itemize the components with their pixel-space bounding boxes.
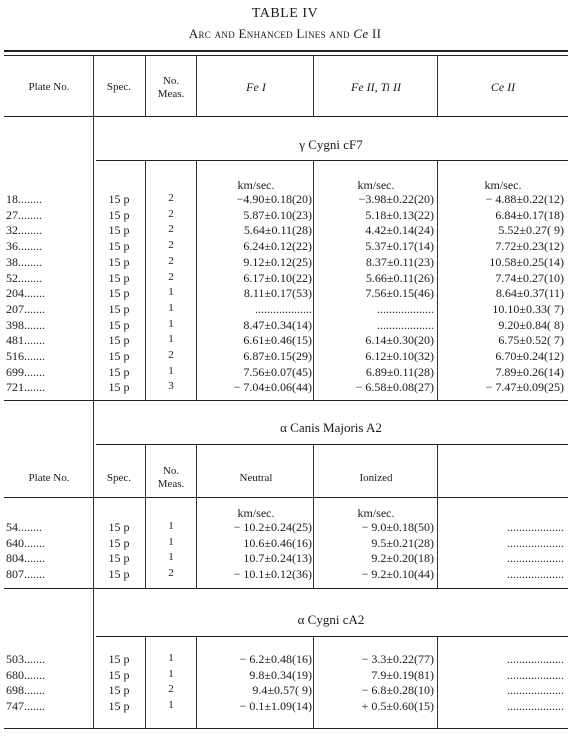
header2-col-neutral: Neutral	[239, 472, 273, 484]
header-meas-1: No.	[162, 75, 180, 87]
velocity-col1-cell: 6.61±0.46(15)	[243, 333, 312, 348]
spec-cell: 15 p	[108, 698, 130, 713]
section1-bottom-rule	[4, 400, 568, 401]
section-alpha-canis-title: α Canis Majoris A2	[280, 420, 382, 435]
velocity-col1-cell: − 0.1±1.09(14)	[239, 698, 312, 713]
velocity-col3-cell: 8.64±0.37(11)	[495, 286, 564, 301]
velocity-col2-cell: 7.56±0.15(46)	[365, 286, 434, 301]
velocity-col3-cell: ...................	[507, 520, 564, 534]
top-rule-thin	[4, 55, 568, 56]
header2-col-ionized: Ionized	[359, 472, 393, 484]
velocity-col2-cell: 5.66±0.11(26)	[365, 270, 434, 285]
spec-cell: 15 p	[108, 566, 130, 581]
velocity-col1-cell: 7.56±0.07(45)	[243, 364, 312, 379]
vline-col1-col2-s3	[313, 637, 314, 728]
plate-number-cell: 807.......	[6, 566, 45, 581]
velocity-col3-cell: ...................	[507, 698, 564, 713]
header-spec: Spec.	[106, 81, 132, 93]
meas-count-cell: 1	[168, 286, 174, 299]
plate-number-cell: 54........	[6, 520, 42, 534]
velocity-col3-cell: 5.52±0.27( 9)	[498, 223, 564, 238]
vline-meas-col1-top	[196, 56, 197, 117]
velocity-col3-cell: − 7.47±0.09(25)	[485, 380, 564, 395]
spec-cell: 15 p	[108, 254, 130, 269]
plate-number-cell: 680.......	[6, 667, 45, 682]
meas-count-cell: 3	[168, 380, 174, 393]
header2-spec: Spec.	[106, 472, 132, 484]
section-alpha-cygni-title: α Cygni cA2	[297, 612, 365, 627]
plate-number-cell: 27........	[6, 207, 42, 222]
vline-meas-col1-s3	[196, 637, 197, 728]
header-col-fe1: Fe I	[246, 80, 266, 94]
plate-number-cell: 32........	[6, 223, 42, 238]
meas-count-cell: 2	[168, 566, 174, 579]
spec-cell: 15 p	[108, 301, 130, 316]
velocity-col2-cell: −3.98±0.22(20)	[358, 192, 434, 206]
spec-cell: 15 p	[108, 652, 130, 666]
meas-count-cell: 2	[168, 223, 174, 236]
velocity-col2-cell: − 6.58±0.08(27)	[355, 380, 434, 395]
velocity-col2-cell: 6.89±0.11(28)	[365, 364, 434, 379]
velocity-col2-cell: ...................	[377, 301, 434, 316]
unit2-col1: km/sec.	[237, 506, 275, 520]
meas-count-cell: 1	[168, 652, 174, 664]
vline-col2-col3-s3	[437, 637, 438, 728]
plate-number-cell: 18........	[6, 192, 42, 206]
velocity-col2-cell: 9.5±0.21(28)	[371, 535, 434, 550]
top-rule-thick	[4, 50, 568, 52]
spec-cell: 15 p	[108, 520, 130, 534]
header-col-ce2: Ce II	[490, 80, 516, 94]
velocity-col2-cell: − 9.0±0.18(50)	[361, 520, 434, 534]
meas-count-cell: 1	[168, 520, 174, 532]
spec-cell: 15 p	[108, 317, 130, 332]
velocity-col1-cell: 10.7±0.24(13)	[243, 551, 312, 565]
meas-count-cell: 1	[168, 333, 174, 346]
velocity-col3-cell: 6.75±0.52( 7)	[498, 333, 564, 348]
bottom-rule	[4, 728, 568, 729]
meas-count-cell: 1	[168, 698, 174, 711]
spec-cell: 15 p	[108, 223, 130, 238]
spec-cell: 15 p	[108, 207, 130, 222]
spec-cell: 15 p	[108, 667, 130, 682]
velocity-col2-cell: 6.12±0.10(32)	[365, 349, 434, 363]
spec-cell: 15 p	[108, 364, 130, 379]
section2-title-rule	[96, 444, 568, 445]
velocity-col1-cell: 10.6±0.46(16)	[243, 535, 312, 550]
section-gamma-cygni-title: γ Cygni cF7	[299, 137, 363, 152]
velocity-col3-cell: 7.89±0.26(14)	[495, 364, 564, 379]
velocity-col1-cell: 9.12±0.12(25)	[243, 254, 312, 269]
unit2-col2: km/sec.	[357, 506, 395, 520]
velocity-col2-cell: 6.14±0.30(20)	[365, 333, 434, 348]
spec-cell: 15 p	[108, 333, 130, 348]
header1-bottom-rule	[4, 116, 568, 117]
velocity-col2-cell: ...................	[377, 317, 434, 332]
meas-count-cell: 2	[168, 349, 174, 361]
velocity-col1-cell: 8.47±0.34(14)	[243, 317, 312, 332]
velocity-col3-cell: 6.70±0.24(12)	[495, 349, 564, 363]
meas-count-cell: 2	[168, 239, 174, 252]
spec-cell: 15 p	[108, 270, 130, 285]
velocity-col3-cell: 10.58±0.25(14)	[489, 254, 564, 269]
velocity-col1-cell: 5.64±0.11(28)	[243, 223, 312, 238]
velocity-col3-cell: ...................	[507, 535, 564, 550]
velocity-col1-cell: − 6.2±0.48(16)	[239, 652, 312, 666]
vline-col1-col2-s1	[313, 161, 314, 401]
section2-bottom-rule	[4, 588, 568, 589]
header2-plate: Plate No.	[28, 472, 70, 484]
spec-cell: 15 p	[108, 551, 130, 565]
meas-count-cell: 2	[168, 683, 174, 695]
plate-number-cell: 640.......	[6, 535, 45, 550]
spec-cell: 15 p	[108, 239, 130, 254]
vline-col1-col2-top	[313, 56, 314, 117]
velocity-col3-cell: ...................	[507, 667, 564, 682]
velocity-col1-cell: 6.17±0.10(22)	[243, 270, 312, 285]
velocity-col3-cell: 7.74±0.27(10)	[495, 270, 564, 285]
spec-cell: 15 p	[108, 349, 130, 363]
plate-number-cell: 398.......	[6, 317, 45, 332]
velocity-col1-cell: ...................	[255, 301, 312, 316]
plate-number-cell: 481.......	[6, 333, 45, 348]
velocity-col3-cell: 6.84±0.17(18)	[495, 207, 564, 222]
velocity-col2-cell: − 3.3±0.22(77)	[361, 652, 434, 666]
vline-col1-col2-s2	[313, 445, 314, 589]
velocity-col3-cell: ...................	[507, 551, 564, 565]
velocity-col2-cell: + 0.5±0.60(15)	[361, 698, 434, 713]
plate-number-cell: 699.......	[6, 364, 45, 379]
meas-count-cell: 2	[168, 207, 174, 220]
spec-cell: 15 p	[108, 535, 130, 550]
vline-spec-meas-s3	[145, 637, 146, 728]
velocity-col1-cell: 6.87±0.15(29)	[243, 349, 312, 363]
header-plate: Plate No.	[28, 81, 70, 93]
meas-count-cell: 1	[168, 364, 174, 377]
velocity-col1-cell: 8.11±0.17(53)	[243, 286, 312, 301]
velocity-col2-cell: 9.2±0.20(18)	[371, 551, 434, 565]
plate-number-cell: 38........	[6, 254, 42, 269]
plate-number-cell: 207.......	[6, 301, 45, 316]
velocity-col3-cell: 9.20±0.84( 8)	[498, 317, 564, 332]
velocity-col1-cell: − 10.2±0.24(25)	[233, 520, 312, 534]
subtitle-prefix: Arc and Enhanced Lines and	[188, 26, 354, 41]
header-meas-2: Meas.	[157, 88, 185, 100]
meas-count-cell: 1	[168, 667, 174, 680]
vline-spec-meas-top	[145, 56, 146, 117]
spec-cell: 15 p	[108, 380, 130, 395]
table-subtitle	[0, 26, 570, 42]
velocity-col1-cell: 5.87±0.10(23)	[243, 207, 312, 222]
vline-spec-meas-s2	[145, 445, 146, 589]
meas-count-cell: 1	[168, 551, 174, 563]
velocity-col3-cell: ...................	[507, 683, 564, 697]
velocity-col1-cell: −4.90±0.18(20)	[236, 192, 312, 206]
subtitle-suffix: II	[368, 26, 382, 41]
velocity-col3-cell: ...................	[507, 652, 564, 666]
velocity-col2-cell: 4.42±0.14(24)	[365, 223, 434, 238]
velocity-col2-cell: − 6.8±0.28(10)	[361, 683, 434, 697]
velocity-col2-cell: 5.18±0.13(22)	[365, 207, 434, 222]
plate-number-cell: 36........	[6, 239, 42, 254]
header-col-fe2-ti2: Fe II, Ti II	[351, 80, 401, 94]
meas-count-cell: 1	[168, 317, 174, 330]
plate-number-cell: 204.......	[6, 286, 45, 301]
unit-col2: km/sec.	[357, 178, 395, 192]
meas-count-cell: 1	[168, 301, 174, 314]
velocity-col3-cell: 7.72±0.23(12)	[495, 239, 564, 254]
velocity-col1-cell: 9.4±0.57( 9)	[252, 683, 312, 697]
plate-number-cell: 804.......	[6, 551, 45, 565]
velocity-col1-cell: − 7.04±0.06(44)	[233, 380, 312, 395]
plate-number-cell: 721.......	[6, 380, 45, 395]
velocity-col2-cell: 8.37±0.11(23)	[365, 254, 434, 269]
velocity-col2-cell: − 9.2±0.10(44)	[361, 566, 434, 581]
unit-col1: km/sec.	[237, 178, 275, 192]
plate-number-cell: 503.......	[6, 652, 45, 666]
header2-bottom-rule	[4, 497, 568, 498]
vline-spec-meas-s1	[145, 161, 146, 401]
plate-number-cell: 52........	[6, 270, 42, 285]
meas-count-cell: 1	[168, 535, 174, 548]
velocity-col1-cell: 9.8±0.34(19)	[249, 667, 312, 682]
meas-count-cell: 2	[168, 192, 174, 204]
section1-title-rule	[96, 160, 568, 161]
vline-meas-col1-s1	[196, 161, 197, 401]
unit-col3: km/sec.	[484, 178, 522, 192]
subtitle-em: Ce	[353, 26, 369, 41]
meas-count-cell: 2	[168, 254, 174, 267]
vline-col2-col3-s2	[437, 445, 438, 589]
header2-meas-2: Meas.	[157, 478, 185, 490]
velocity-col3-cell: 10.10±0.33( 7)	[492, 301, 564, 316]
velocity-col1-cell: 6.24±0.12(22)	[243, 239, 312, 254]
velocity-col2-cell: 5.37±0.17(14)	[365, 239, 434, 254]
table-title: TABLE IV	[251, 6, 319, 21]
header2-meas-1: No.	[162, 465, 180, 477]
spec-cell: 15 p	[108, 192, 130, 206]
velocity-col3-cell: − 4.88±0.22(12)	[485, 192, 564, 206]
plate-number-cell: 698.......	[6, 683, 45, 697]
vline-meas-col1-s2	[196, 445, 197, 589]
vline-plate-spec	[93, 56, 94, 728]
velocity-col3-cell: ...................	[507, 566, 564, 581]
meas-count-cell: 2	[168, 270, 174, 283]
spec-cell: 15 p	[108, 683, 130, 697]
plate-number-cell: 747.......	[6, 698, 45, 713]
vline-col2-col3-s1	[437, 161, 438, 401]
velocity-col1-cell: − 10.1±0.12(36)	[233, 566, 312, 581]
velocity-col2-cell: 7.9±0.19(81)	[371, 667, 434, 682]
section3-title-rule	[96, 636, 568, 637]
plate-number-cell: 516.......	[6, 349, 45, 363]
vline-col2-col3-top	[437, 56, 438, 117]
spec-cell: 15 p	[108, 286, 130, 301]
